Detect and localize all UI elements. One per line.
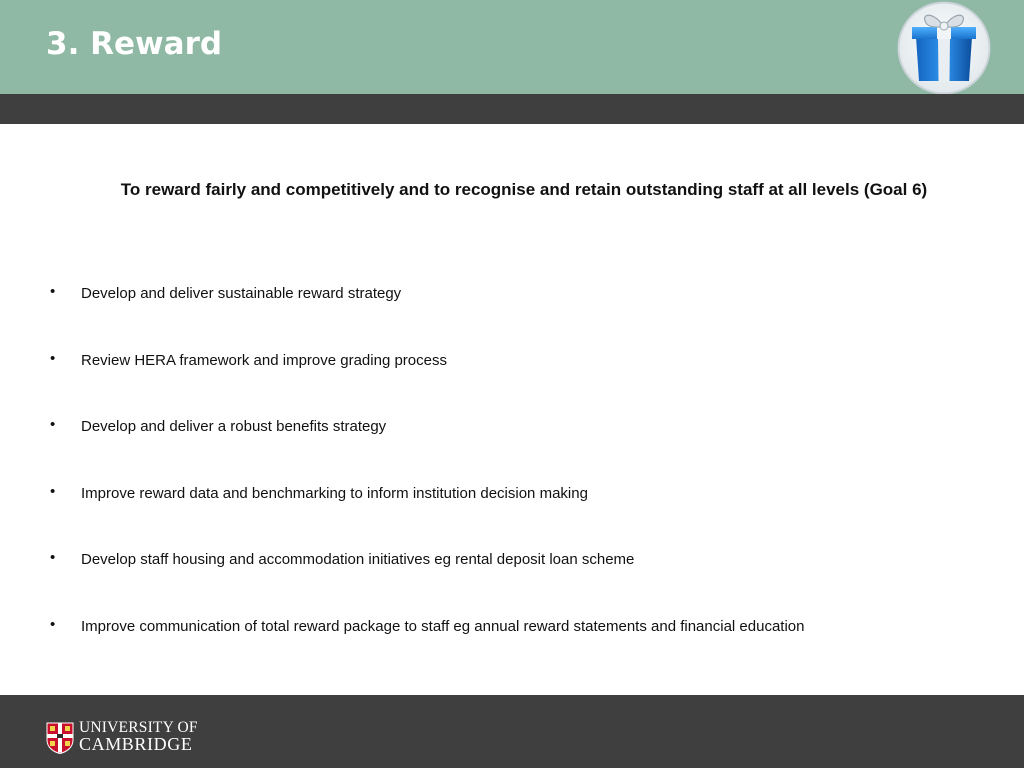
goal-statement: To reward fairly and competitively and to recognise and retain outstanding staff at all levels (Goal 6) [120, 180, 928, 199]
bullet-text: Develop and deliver sustainable reward strategy [81, 285, 402, 302]
header-band [0, 94, 1024, 124]
bullet-text: Review HERA framework and improve grading process [81, 351, 447, 369]
list-item [0, 349, 1024, 416]
bullet-text: Improve reward data and benchmarking to inform institution decision making [81, 484, 588, 502]
bullet-text: Improve communication of total reward package to staff eg annual reward statements and financial education [81, 617, 805, 635]
bullet-text: Develop and deliver a robust benefits strategy [81, 418, 387, 436]
bullet-dot: • [50, 283, 56, 300]
bullet-dot: • [50, 349, 56, 367]
list-item [0, 282, 1024, 349]
logo-line-2: CAMBRIDGE [79, 734, 193, 754]
list-item [0, 548, 1024, 615]
header-bar [0, 0, 1024, 94]
bullet-dot: • [50, 615, 56, 633]
list-item [0, 415, 1024, 482]
slide-title: 3. Reward [46, 26, 223, 62]
bullet-text: Develop staff housing and accommodation initiatives eg rental deposit loan scheme [81, 551, 635, 569]
university-crest-icon [46, 722, 74, 754]
list-item [0, 615, 1024, 682]
bullet-dot: • [50, 482, 56, 500]
bullet-dot: • [50, 549, 56, 567]
list-item [0, 482, 1024, 549]
university-logo [79, 719, 198, 753]
gift-box-icon [896, 1, 992, 95]
logo-line-1: UNIVERSITY OF [79, 719, 198, 736]
bullet-dot: • [50, 416, 56, 434]
bullet-list [0, 282, 1024, 682]
